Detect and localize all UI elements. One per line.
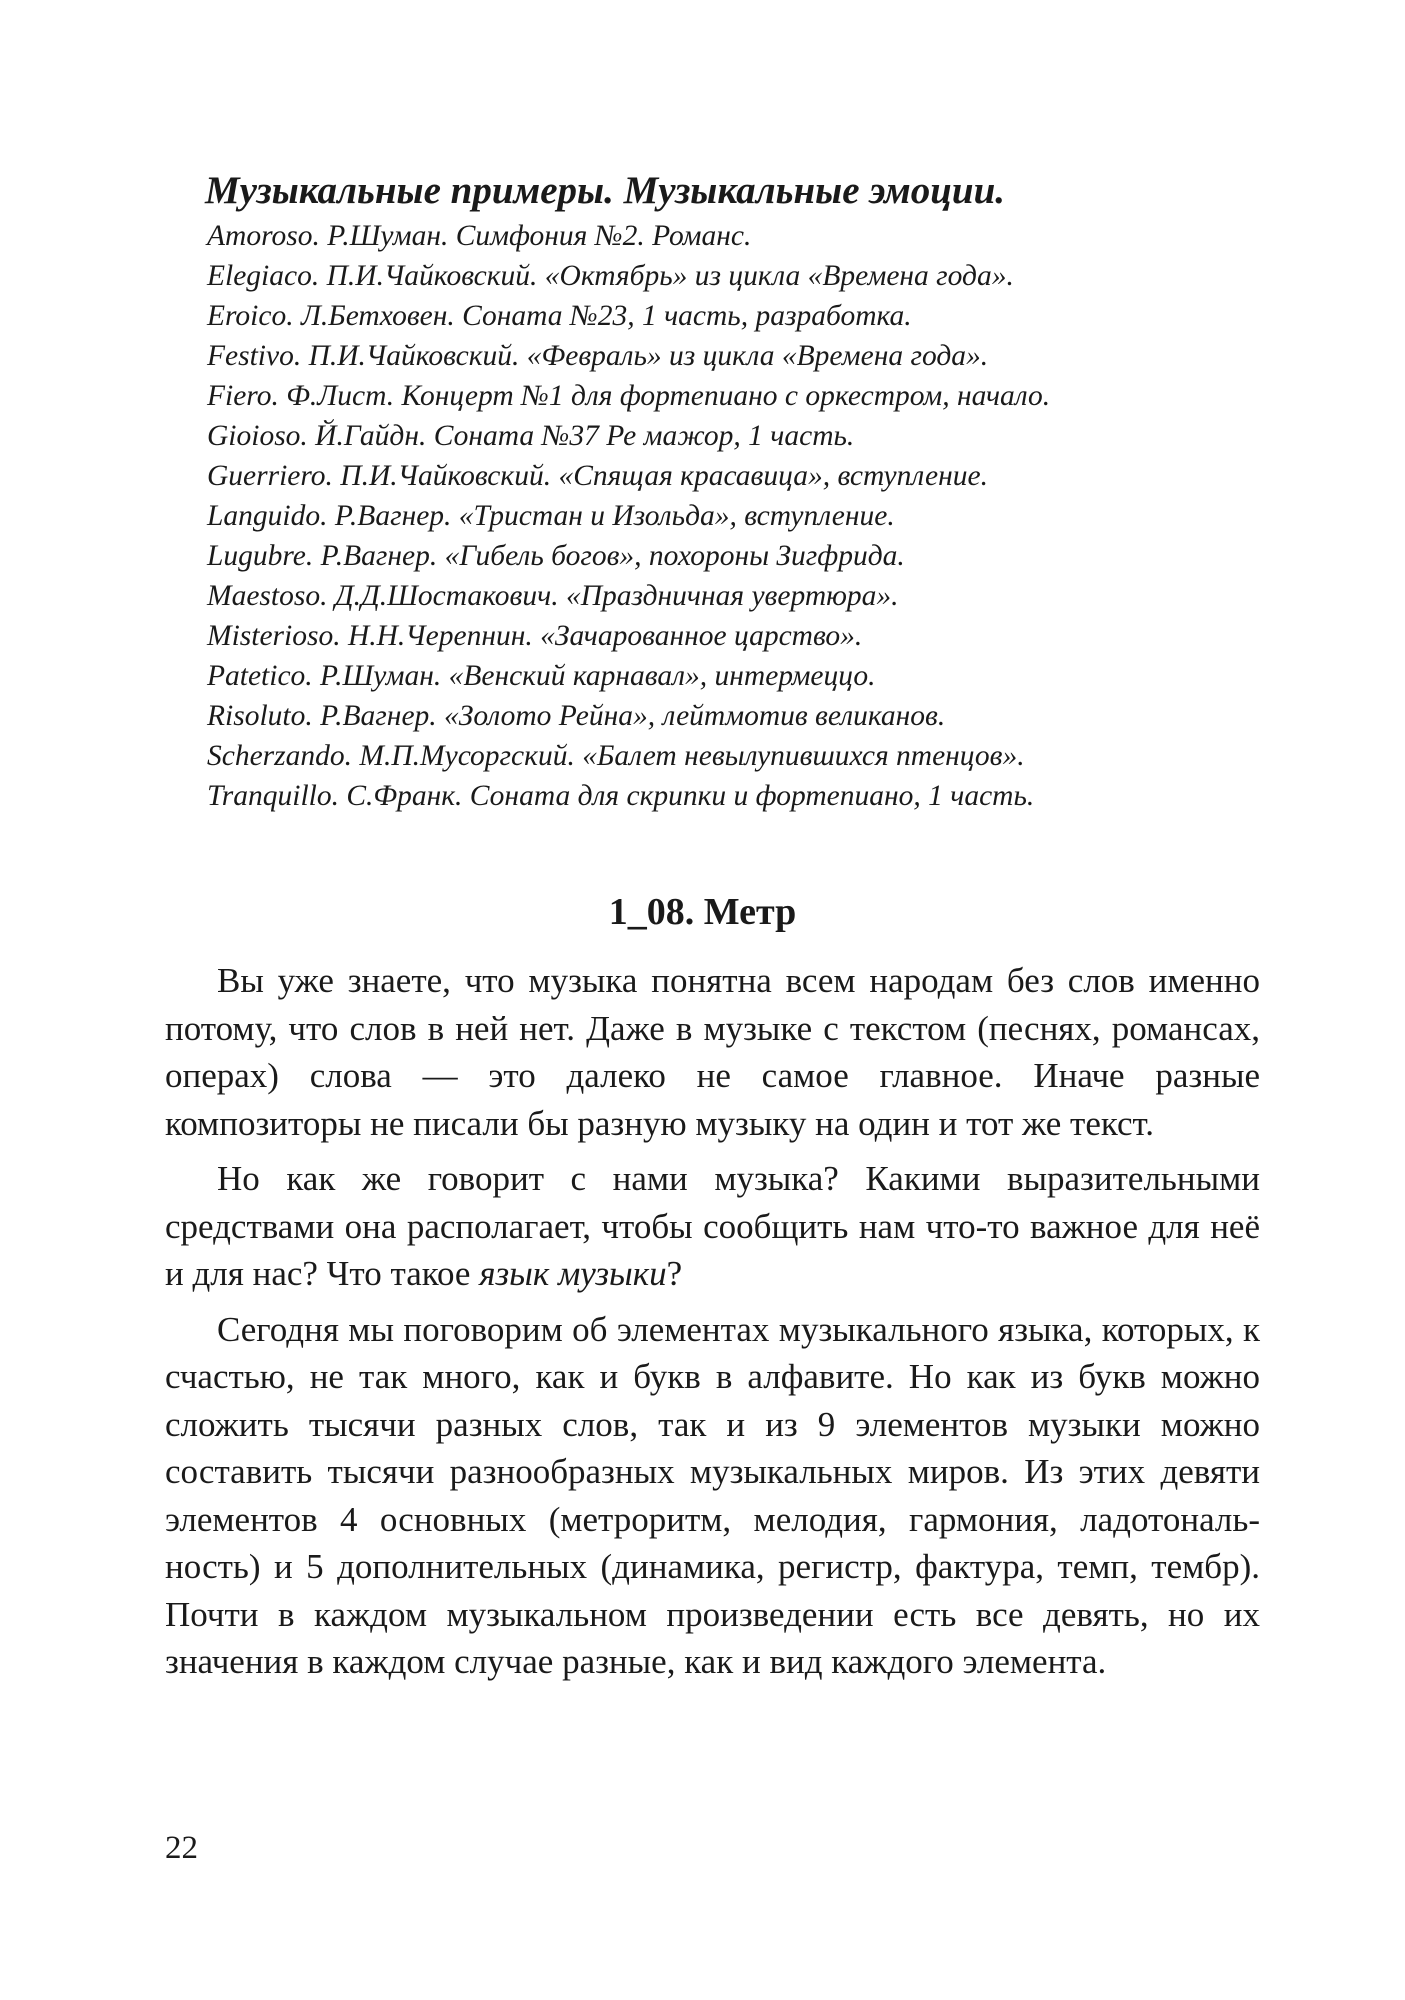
paragraph-2-end: ? (666, 1254, 683, 1293)
example-languido: Languido. Р.Вагнер. «Тристан и Изольда», вступление. (207, 500, 895, 532)
example-eroico: Eroico. Л.Бетховен. Соната №23, 1 часть, разработка. (207, 300, 912, 332)
example-guerriero: Guerriero. П.И.Чайковский. «Спящая красавица», вступление. (207, 460, 988, 492)
paragraph-2-emphasis: язык музыки (479, 1254, 667, 1293)
paragraph-2 (165, 1155, 1260, 1298)
music-examples-block (205, 168, 1235, 816)
examples-list (205, 216, 1235, 816)
example-scherzando: Scherzando. М.П.Мусоргский. «Балет невылупившихся птенцов». (207, 740, 1025, 772)
section-title: 1_08. Метр (608, 891, 797, 933)
example-tranquillo: Tranquillo. С.Франк. Соната для скрипки и фортепиано, 1 часть. (207, 780, 1035, 812)
page-number: 22 (165, 1830, 198, 1866)
examples-heading: Музыкальные примеры. Музыкальные эмоции. (205, 169, 1006, 212)
example-patetico: Patetico. Р.Шуман. «Венский карнавал», интермеццо. (207, 660, 876, 692)
example-festivo: Festivo. П.И.Чайковский. «Февраль» из цикла «Времена года». (207, 340, 989, 372)
example-risoluto: Risoluto. Р.Вагнер. «Золото Рейна», лейтмотив великанов. (207, 700, 946, 732)
paragraph-2-text: Но как же говорит с нами музыка? Какими выразительными средствами она располагает, чтобы сообщить нам что-то важное для неё и для нас? Что такое (165, 1159, 1260, 1293)
example-misterioso: Misterioso. Н.Н.Черепнин. «Зачарованное царство». (207, 620, 863, 652)
body-text (165, 957, 1260, 1694)
paragraph-3: Сегодня мы поговорим об элементах музыкального языка, которых, к счастью, не так много, как и букв в алфавите. Но как из букв можно сложить тысячи разных слов, так и из 9 элементов музыки можно составить тысячи разнообразных музыкальных миров. Из этих девяти элементов 4 основных (метроритм, мелодия, гармония, ладотональность) и 5 дополнительных (динамика, регистр, фактура, темп, тембр). Почти в каждом музыкальном произведении есть все девять, но их значения в каждом случае разные, как и вид каждого элемента. (165, 1309, 1260, 1681)
example-maestoso: Maestoso. Д.Д.Шостакович. «Праздничная увертюра». (207, 580, 899, 612)
paragraph-1: Вы уже знаете, что музыка понятна всем народам без слов именно потому, что слов в ней нет. Даже в музыке с текстом (песнях, романсах, операх) слова — это далеко не самое главное. Иначе разные композиторы не писали бы разную музыку на один и тот же текст. (165, 961, 1260, 1143)
example-amoroso: Amoroso. Р.Шуман. Симфония №2. Романс. (207, 220, 752, 252)
example-elegiaco: Elegiaco. П.И.Чайковский. «Октябрь» из цикла «Времена года». (207, 260, 1014, 292)
example-lugubre: Lugubre. Р.Вагнер. «Гибель богов», похороны Зигфрида. (207, 540, 905, 572)
example-fiero: Fiero. Ф.Лист. Концерт №1 для фортепиано с оркестром, начало. (207, 380, 1051, 412)
example-gioioso: Gioioso. Й.Гайдн. Соната №37 Ре мажор, 1 часть. (207, 420, 855, 452)
